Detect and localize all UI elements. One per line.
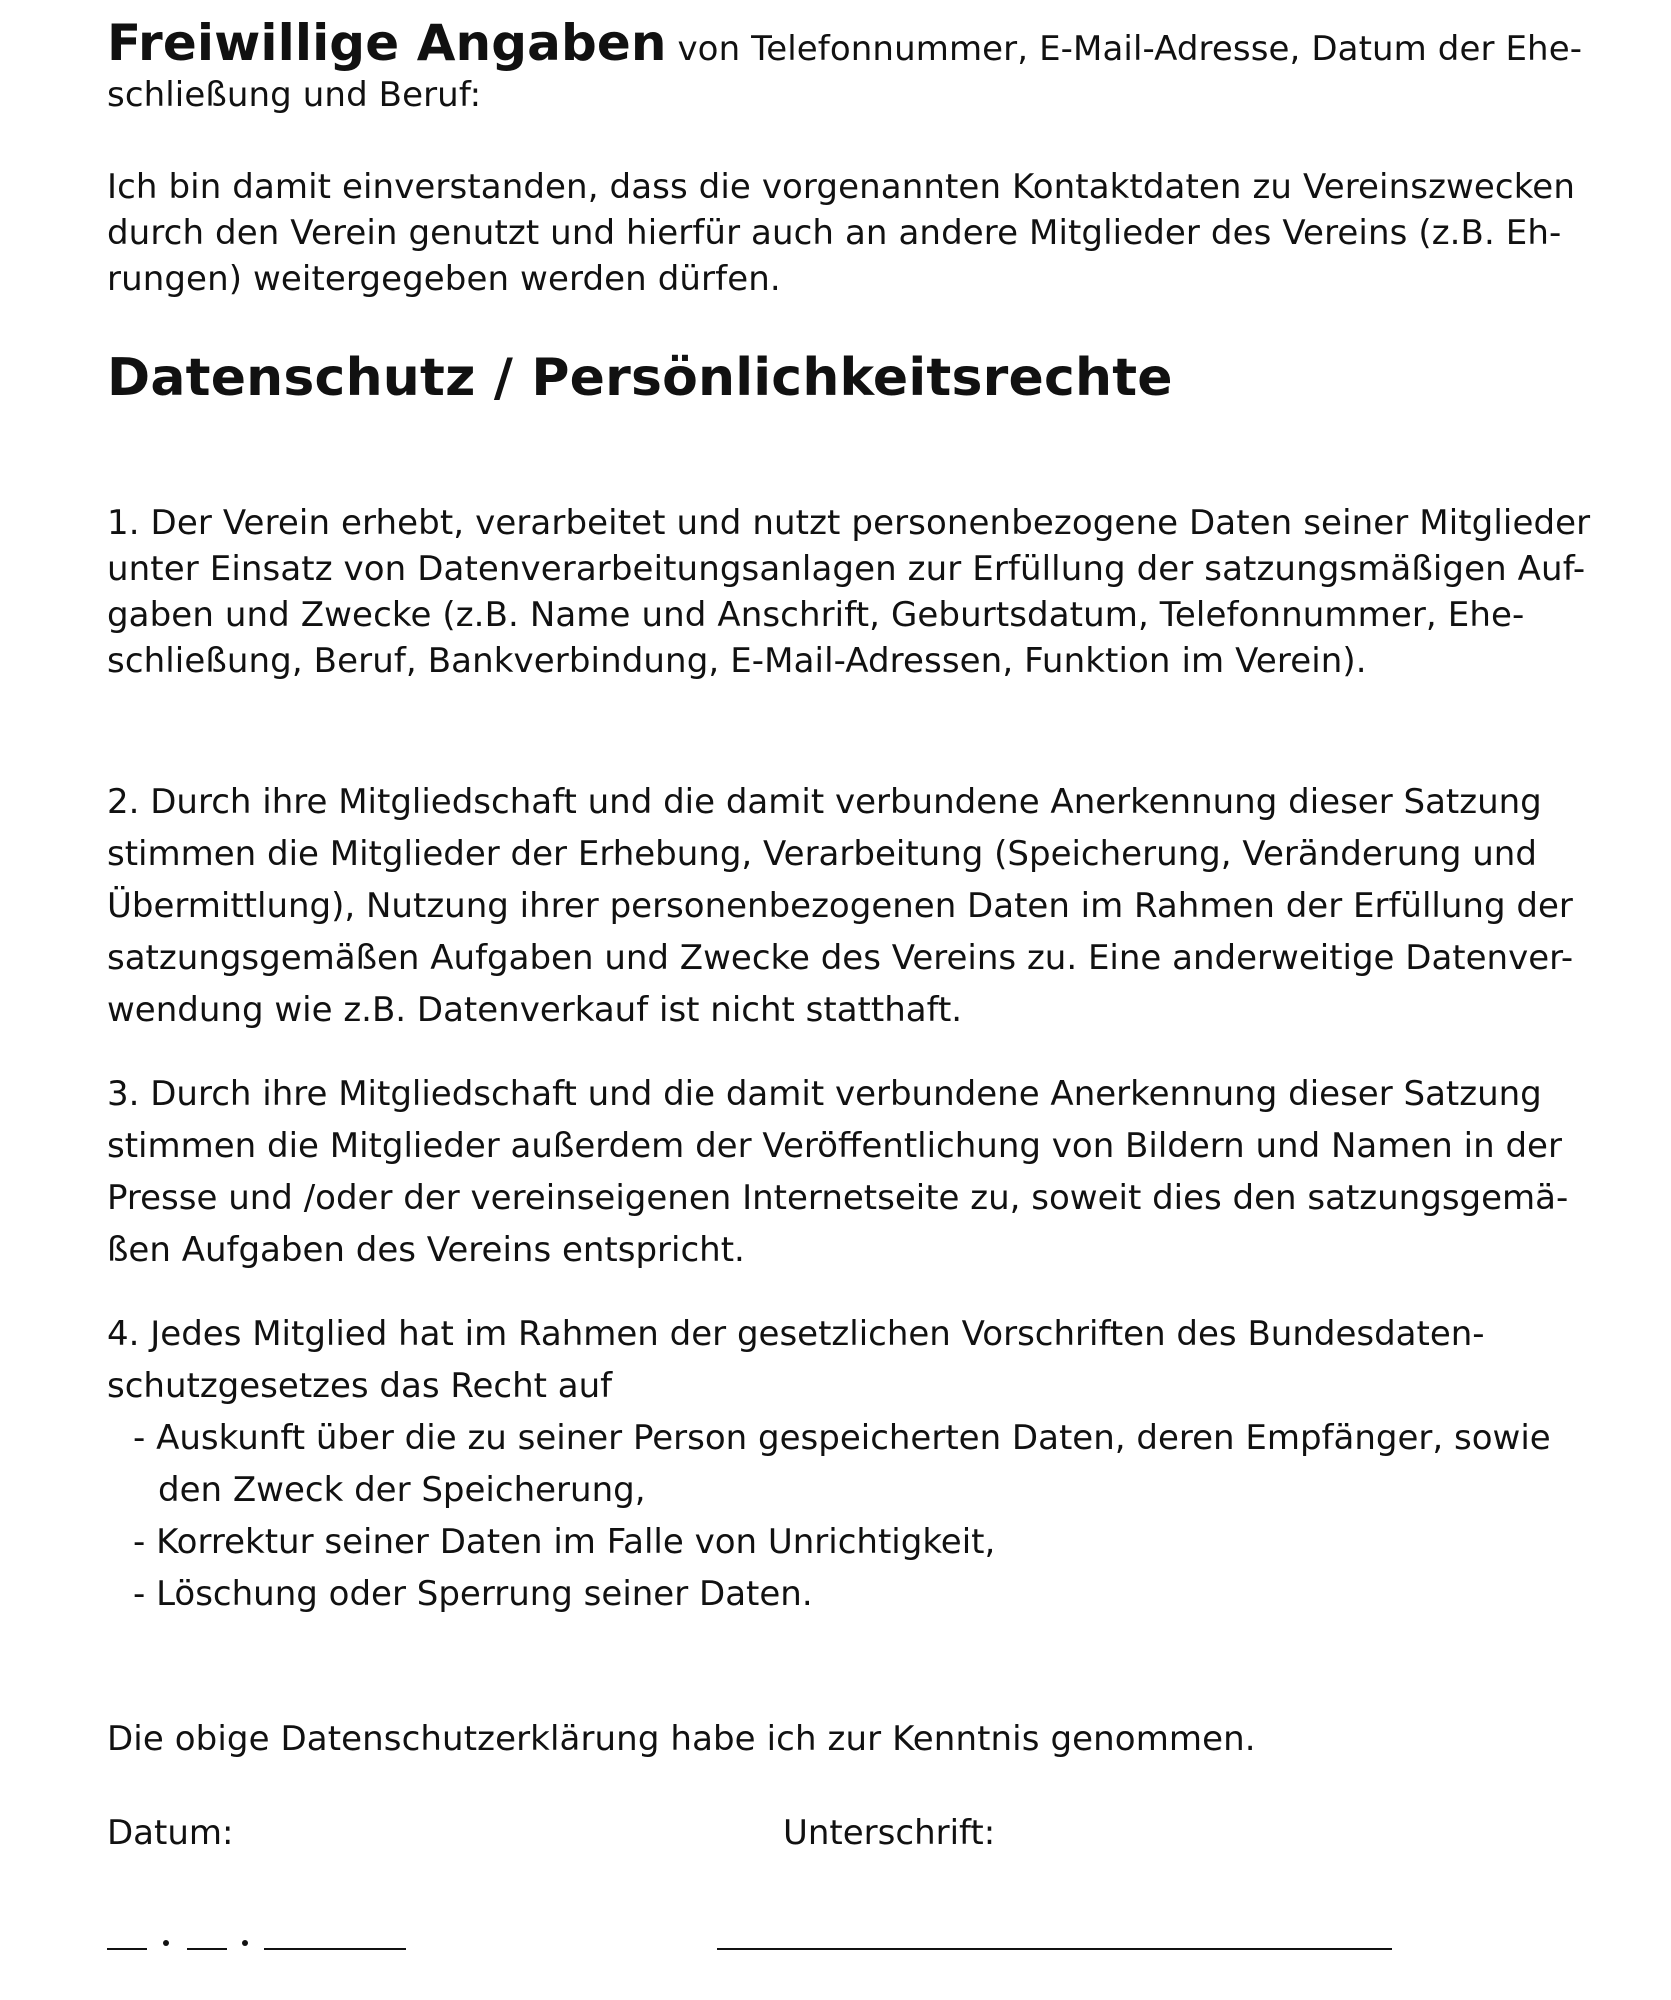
acknowledgement-text: [107, 1716, 1627, 1762]
intro-heading-rest-2: schließung und Beruf:: [107, 75, 482, 115]
date-label: Datum:: [107, 1813, 234, 1853]
privacy-item-1-line: 1. Der Verein erhebt, verarbeitet und nutzt personenbezogene Daten seiner Mitglieder: [107, 503, 1591, 543]
date-field[interactable]: [107, 1920, 407, 1954]
date-separator-dot: [163, 1940, 169, 1946]
acknowledgement-line: Die obige Datenschutzerklärung habe ich zur Kenntnis genommen.: [107, 1719, 1256, 1759]
privacy-item-2-line: stimmen die Mitglieder der Erhebung, Verarbeitung (Speicherung, Veränderung und: [107, 834, 1537, 874]
privacy-item-1-line: gaben und Zwecke (z.B. Name und Anschrift, Geburtsdatum, Telefonnummer, Ehe-: [107, 595, 1525, 635]
signature-label: Unterschrift:: [783, 1813, 996, 1853]
privacy-item-1: [107, 500, 1627, 684]
privacy-item-3-line: ßen Aufgaben des Vereins entspricht.: [107, 1230, 745, 1270]
privacy-item-1-line: schließung, Beruf, Bankverbindung, E-Mail-Adressen, Funktion im Verein).: [107, 641, 1367, 681]
privacy-item-1-line: unter Einsatz von Datenverarbeitungsanlagen zur Erfüllung der satzungsmäßigen Auf-: [107, 549, 1586, 589]
consent-paragraph: [107, 164, 1627, 302]
consent-line: durch den Verein genutzt und hierfür auch an andere Mitglieder des Vereins (z.B. Eh-: [107, 213, 1562, 253]
privacy-item-3-line: stimmen die Mitglieder außerdem der Veröffentlichung von Bildern und Namen in der: [107, 1126, 1562, 1166]
rights-bullet-deletion: - Löschung oder Sperrung seiner Daten.: [133, 1574, 813, 1614]
privacy-item-3-line: Presse und /oder der vereinseigenen Internetseite zu, soweit dies den satzungsgemä-: [107, 1178, 1569, 1218]
signature-labels: [107, 1813, 1627, 1859]
privacy-item-2-line: Übermittlung), Nutzung ihrer personenbezogenen Daten im Rahmen der Erfüllung der: [107, 886, 1573, 926]
privacy-item-4: [107, 1308, 1627, 1620]
consent-line: Ich bin damit einverstanden, dass die vorgenannten Kontaktdaten zu Vereinszwecken: [107, 167, 1575, 207]
signature-line[interactable]: [717, 1948, 1392, 1950]
date-day-blank: [107, 1948, 147, 1950]
privacy-item-2-line: wendung wie z.B. Datenverkauf ist nicht statthaft.: [107, 990, 963, 1030]
document-page: [107, 14, 1627, 1762]
privacy-item-2-line: 2. Durch ihre Mitgliedschaft und die damit verbundene Anerkennung dieser Satzung: [107, 782, 1542, 822]
rights-bullet-information-cont: den Zweck der Speicherung,: [158, 1470, 646, 1510]
privacy-item-4-line: 4. Jedes Mitglied hat im Rahmen der gesetzlichen Vorschriften des Bundesdaten-: [107, 1314, 1485, 1354]
privacy-item-3: [107, 1068, 1627, 1276]
intro-heading-rest-1: von Telefonnummer, E-Mail-Adresse, Datum der Ehe-: [666, 29, 1583, 69]
intro-line-1: [107, 14, 1627, 72]
date-separator-dot: [242, 1940, 248, 1946]
intro-paragraph: [107, 14, 1627, 118]
date-month-blank: [187, 1948, 227, 1950]
rights-bullet-information: - Auskunft über die zu seiner Person gespeicherten Daten, deren Empfänger, sowie: [133, 1418, 1551, 1458]
privacy-heading: Datenschutz / Persönlichkeitsrechte: [107, 348, 1173, 408]
rights-bullet-correction: - Korrektur seiner Daten im Falle von Unrichtigkeit,: [133, 1522, 996, 1562]
privacy-item-2: [107, 776, 1627, 1036]
privacy-item-2-line: satzungsgemäßen Aufgaben und Zwecke des Vereins zu. Eine anderweitige Datenver-: [107, 938, 1574, 978]
intro-heading: Freiwillige Angaben: [107, 14, 667, 72]
date-year-blank: [264, 1948, 406, 1950]
consent-line: rungen) weitergegeben werden dürfen.: [107, 259, 781, 299]
privacy-item-3-line: 3. Durch ihre Mitgliedschaft und die damit verbundene Anerkennung dieser Satzung: [107, 1074, 1542, 1114]
privacy-item-4-line: schutzgesetzes das Recht auf: [107, 1366, 613, 1406]
